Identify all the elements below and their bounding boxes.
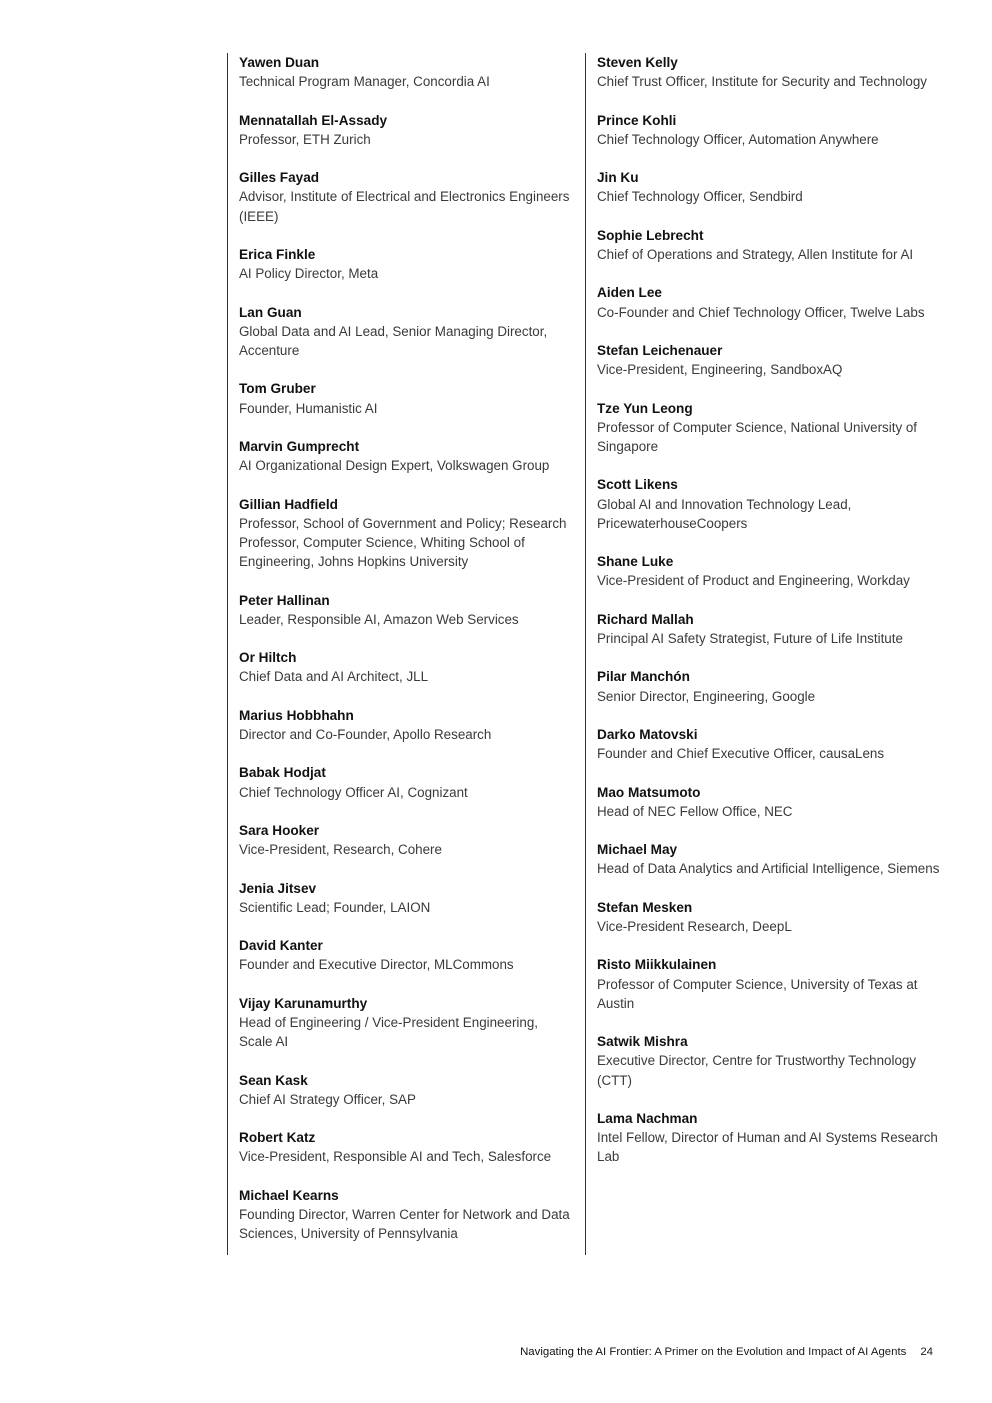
- contributor-entry: [597, 783, 943, 821]
- contributor-name: Lama Nachman: [597, 1110, 698, 1126]
- contributor-role: Chief Technology Officer AI, Cognizant: [239, 784, 468, 800]
- contributor-entry: [239, 706, 575, 744]
- contributor-role: AI Policy Director, Meta: [239, 266, 379, 282]
- contributor-role: Founder and Chief Executive Officer, causaLens: [597, 746, 885, 762]
- contributor-name: Yawen Duan: [239, 55, 320, 70]
- contributor-name: Gilles Fayad: [239, 170, 320, 186]
- contributor-entry: [597, 610, 943, 648]
- contributor-role: Professor, ETH Zurich: [239, 131, 371, 147]
- contributor-name: Scott Likens: [597, 477, 678, 493]
- contributor-role: Professor of Computer Science, National University of Singapore: [597, 419, 918, 454]
- contributor-role: Professor of Computer Science, University of Texas at Austin: [597, 976, 918, 1011]
- contributor-entry: [239, 168, 575, 226]
- contributor-role: Vice-President, Responsible AI and Tech, Salesforce: [239, 1149, 552, 1165]
- contributor-name: Stefan Leichenauer: [597, 342, 723, 358]
- contributor-name: Pilar Manchón: [597, 669, 690, 685]
- contributor-role: Vice-President, Research, Cohere: [239, 842, 442, 858]
- contributor-role: Executive Director, Centre for Trustworthy Technology (CTT): [597, 1053, 917, 1088]
- contributor-role: Intel Fellow, Director of Human and AI Systems Research Lab: [597, 1130, 938, 1165]
- contributor-entry: [239, 495, 575, 572]
- contributor-name: Michael Kearns: [239, 1187, 339, 1203]
- contributor-name: Jin Ku: [597, 170, 639, 186]
- contributor-role: Chief of Operations and Strategy, Allen Institute for AI: [597, 246, 914, 262]
- footer-title-rest: A Primer on the Evolution and Impact of AI Agents: [651, 1346, 907, 1358]
- contributor-entry: [597, 168, 943, 206]
- contributor-entry: [597, 955, 943, 1013]
- contributor-name: Darko Matovski: [597, 726, 698, 742]
- contributor-role: Leader, Responsible AI, Amazon Web Services: [239, 611, 519, 627]
- contributor-name: Marius Hobbhahn: [239, 707, 354, 723]
- contributor-name: Sophie Lebrecht: [597, 227, 704, 243]
- contributor-entry: [597, 111, 943, 149]
- contributor-role: Chief Technology Officer, Automation Anywhere: [597, 131, 879, 147]
- contributor-entry: [239, 879, 575, 917]
- contributor-entry: [239, 648, 575, 686]
- contributor-entry: [597, 552, 943, 590]
- contributor-role: Global AI and Innovation Technology Lead, PricewaterhouseCoopers: [597, 496, 852, 531]
- contributor-role: Head of Engineering / Vice-President Engineering, Scale AI: [239, 1014, 539, 1050]
- contributor-name: Risto Miikkulainen: [597, 957, 717, 973]
- contributor-role: Professor, School of Government and Policy; Research Professor, Computer Science, Whiting School of Engineering, Johns Hopkins University: [239, 515, 567, 570]
- contributor-role: Principal AI Safety Strategist, Future of Life Institute: [597, 630, 903, 646]
- contributor-name: Steven Kelly: [597, 55, 678, 70]
- footer-title-strong: Navigating the AI Frontier:: [520, 1346, 652, 1358]
- contributor-role: Vice-President Research, DeepL: [597, 918, 792, 934]
- contributor-entry: [239, 53, 575, 91]
- contributor-name: Peter Hallinan: [239, 592, 330, 608]
- contributor-entry: [239, 763, 575, 801]
- contributor-name: Marvin Gumprecht: [239, 438, 360, 454]
- contributor-role: Advisor, Institute of Electrical and Electronics Engineers (IEEE): [239, 189, 570, 224]
- contributor-role: Founder, Humanistic AI: [239, 400, 378, 416]
- contributor-entry: [239, 111, 575, 149]
- contributor-role: Founding Director, Warren Center for Network and Data Sciences, University of Pennsylvania: [239, 1206, 570, 1242]
- contributor-name: Michael May: [597, 842, 678, 858]
- contributor-entry: [239, 936, 575, 974]
- contributor-entry: [597, 226, 943, 264]
- contributor-role: AI Organizational Design Expert, Volkswagen Group: [239, 458, 550, 474]
- contributor-entry: [239, 821, 575, 859]
- contributor-entry: [239, 1128, 575, 1166]
- contributor-entry: [597, 725, 943, 763]
- contributor-name: Stefan Mesken: [597, 899, 693, 915]
- contributor-role: Vice-President, Engineering, SandboxAQ: [597, 362, 843, 378]
- contributor-name: Vijay Karunamurthy: [239, 995, 368, 1011]
- contributor-name: Gillian Hadfield: [239, 496, 338, 512]
- contributor-name: Mao Matsumoto: [597, 784, 701, 800]
- left-column: [227, 53, 575, 1255]
- contributor-entry: [239, 303, 575, 361]
- contributor-name: Jenia Jitsev: [239, 880, 317, 896]
- contributor-entry: [239, 1071, 575, 1109]
- contributor-name: Erica Finkle: [239, 246, 316, 262]
- contributor-name: Aiden Lee: [597, 285, 662, 301]
- right-column: [585, 53, 943, 1255]
- contributor-entry: [597, 667, 943, 705]
- contributor-name: Sean Kask: [239, 1072, 308, 1088]
- contributor-entry: [239, 437, 575, 475]
- contributor-role: Head of NEC Fellow Office, NEC: [597, 803, 793, 819]
- contributor-role: Co-Founder and Chief Technology Officer, Twelve Labs: [597, 304, 925, 320]
- contributor-name: Tze Yun Leong: [597, 400, 693, 416]
- contributor-name: Lan Guan: [239, 304, 302, 320]
- contributor-entry: [597, 399, 943, 457]
- contributor-name: David Kanter: [239, 938, 323, 954]
- contributor-role: Vice-President of Product and Engineering, Workday: [597, 573, 910, 589]
- contributor-name: Prince Kohli: [597, 112, 677, 128]
- contributor-name: Sara Hooker: [239, 822, 320, 838]
- contributor-name: Satwik Mishra: [597, 1034, 688, 1050]
- contributor-name: Richard Mallah: [597, 611, 694, 627]
- contributor-role: Global Data and AI Lead, Senior Managing Director, Accenture: [239, 323, 548, 358]
- contributor-role: Head of Data Analytics and Artificial Intelligence, Siemens: [597, 861, 940, 877]
- contributor-role: Scientific Lead; Founder, LAION: [239, 899, 431, 915]
- contributor-name: Babak Hodjat: [239, 765, 326, 781]
- contributor-entry: [597, 898, 943, 936]
- contributor-name: Mennatallah El-Assady: [239, 112, 388, 128]
- contributor-role: Chief Technology Officer, Sendbird: [597, 189, 803, 205]
- contributor-name: Or Hiltch: [239, 650, 297, 666]
- contributor-entry: [239, 245, 575, 283]
- page-footer: [400, 1346, 933, 1358]
- contributor-entry: [597, 840, 943, 878]
- page-number: 24: [920, 1346, 933, 1358]
- contributor-role: Senior Director, Engineering, Google: [597, 688, 816, 704]
- contributor-entry: [239, 994, 575, 1052]
- contributor-entry: [597, 1109, 943, 1167]
- contributor-role: Chief AI Strategy Officer, SAP: [239, 1091, 416, 1107]
- contributor-entry: [239, 379, 575, 417]
- contributor-role: Founder and Executive Director, MLCommons: [239, 957, 514, 973]
- contributor-name: Tom Gruber: [239, 381, 316, 397]
- contributor-entry: [239, 591, 575, 629]
- contributor-role: Chief Data and AI Architect, JLL: [239, 669, 429, 685]
- contributor-name: Robert Katz: [239, 1130, 316, 1146]
- contributor-entry: [597, 283, 943, 321]
- contributor-entry: [597, 475, 943, 533]
- contributor-entry: [597, 53, 943, 91]
- contributor-name: Shane Luke: [597, 554, 674, 570]
- contributor-role: Director and Co-Founder, Apollo Research: [239, 726, 492, 742]
- contributor-entry: [239, 1186, 575, 1244]
- contributor-role: Chief Trust Officer, Institute for Security and Technology: [597, 74, 927, 90]
- contributor-entry: [597, 1032, 943, 1090]
- contributor-role: Technical Program Manager, Concordia AI: [239, 74, 490, 90]
- contributor-entry: [597, 341, 943, 379]
